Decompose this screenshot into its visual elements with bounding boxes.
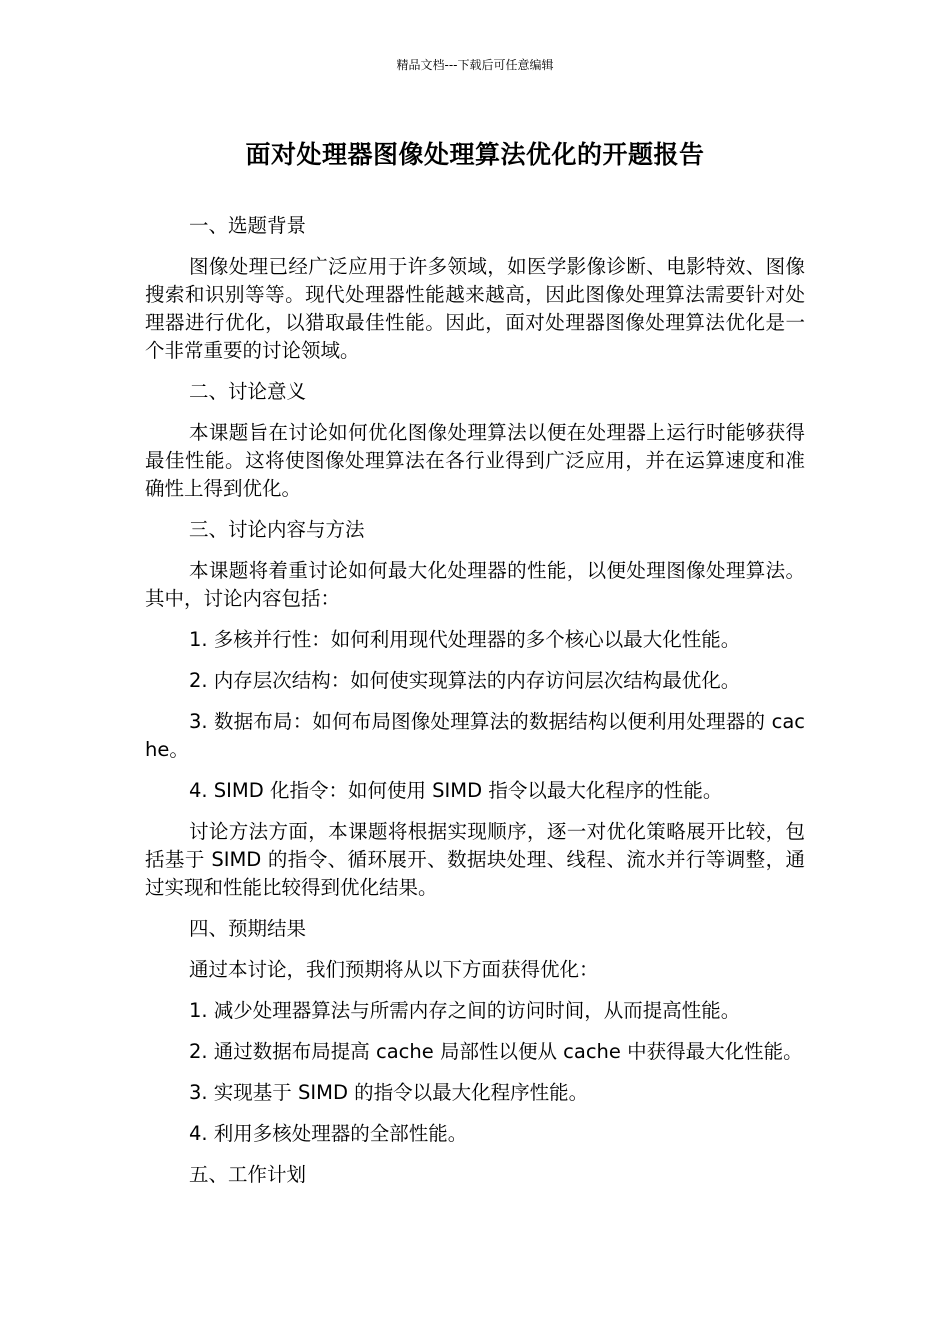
document-body bbox=[145, 212, 805, 1202]
list-item: 4. 利用多核处理器的全部性能。 bbox=[189, 1122, 468, 1145]
paragraph-background: 图像处理已经广泛应用于许多领域，如医学影像诊断、电影特效、图像搜索和识别等等。现代处理器性能越来越高，因此图像处理算法需要针对处理器进行优化，以猎取最佳性能。因此，面对处理器图像处理算法优化是一个非常重要的讨论领域。 bbox=[145, 255, 805, 362]
paragraph-methods: 讨论方法方面，本课题将根据实现顺序，逐一对优化策略展开比较，包括基于 SIMD 的指令、循环展开、数据块处理、线程、流水并行等调整，通过实现和性能比较得到优化结果。 bbox=[145, 820, 805, 899]
list-item: 1. 多核并行性：如何利用现代处理器的多个核心以最大化性能。 bbox=[189, 628, 741, 651]
page-title: 面对处理器图像处理算法优化的开题报告 bbox=[245, 140, 705, 169]
section-heading-1: 一、选题背景 bbox=[189, 214, 307, 237]
list-item: 3. 数据布局：如何布局图像处理算法的数据结构以便利用处理器的 cache。 bbox=[145, 710, 805, 761]
section-heading-4: 四、预期结果 bbox=[189, 917, 307, 940]
paragraph-significance: 本课题旨在讨论如何优化图像处理算法以便在处理器上运行时能够获得最佳性能。这将使图像处理算法在各行业得到广泛应用，并在运算速度和准确性上得到优化。 bbox=[145, 421, 805, 500]
list-item: 3. 实现基于 SIMD 的指令以最大化程序性能。 bbox=[189, 1081, 589, 1104]
paragraph-content-intro: 本课题将着重讨论如何最大化处理器的性能，以便处理图像处理算法。其中，讨论内容包括： bbox=[145, 559, 805, 610]
header-note: 精品文档---下载后可任意编辑 bbox=[396, 58, 554, 72]
list-item: 1. 减少处理器算法与所需内存之间的访问时间，从而提高性能。 bbox=[189, 999, 741, 1022]
section-heading-5: 五、工作计划 bbox=[189, 1163, 307, 1186]
section-heading-3: 三、讨论内容与方法 bbox=[189, 518, 365, 541]
list-item: 2. 内存层次结构：如何使实现算法的内存访问层次结构最优化。 bbox=[189, 669, 741, 692]
section-heading-2: 二、讨论意义 bbox=[189, 380, 307, 403]
list-item: 2. 通过数据布局提高 cache 局部性以便从 cache 中获得最大化性能。 bbox=[189, 1040, 803, 1063]
list-item: 4. SIMD 化指令：如何使用 SIMD 指令以最大化程序的性能。 bbox=[189, 779, 723, 802]
paragraph-expected-intro: 通过本讨论，我们预期将从以下方面获得优化： bbox=[189, 958, 599, 981]
